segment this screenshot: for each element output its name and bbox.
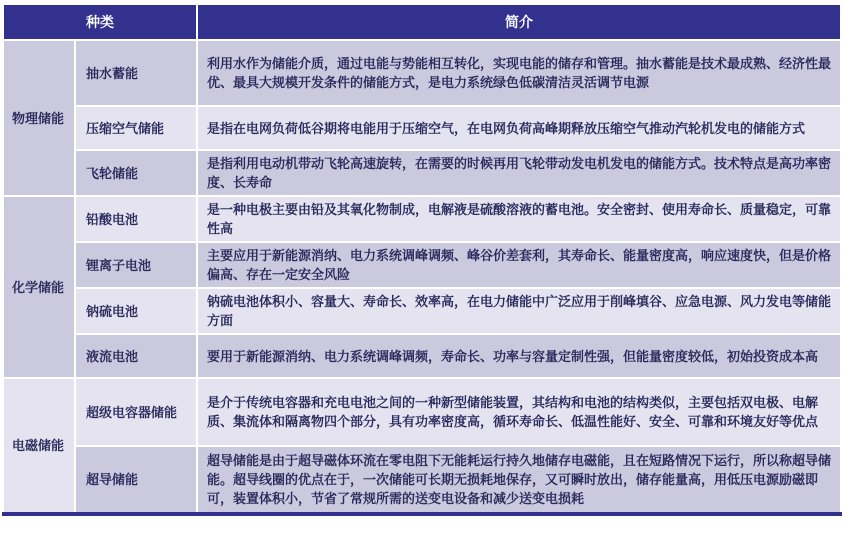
subtype-cell: 压缩空气储能 [75, 106, 197, 150]
table-body [3, 40, 841, 514]
table-row [3, 196, 841, 242]
table-row [3, 288, 841, 334]
description-cell: 利用水作为储能介质，通过电能与势能相互转化，实现电能的储存和管理。抽水蓄能是技术最成熟、经济性最优、最具大规模开发条件的储能方式，是电力系统绿色低碳清洁灵活调节电源 [197, 40, 841, 106]
category-cell: 化学储能 [3, 196, 75, 378]
subtype-cell: 超导储能 [75, 446, 197, 514]
subtype-cell: 抽水蓄能 [75, 40, 197, 106]
page [0, 3, 844, 536]
description-cell: 要用于新能源消纳、电力系统调峰调频，寿命长、功率与容量定制性强，但能量密度较低，初始投资成本高 [197, 334, 841, 378]
description-cell: 主要应用于新能源消纳、电力系统调峰调频、峰谷价差套利，其寿命长、能量密度高，响应速度快，但是价格偏高、存在一定安全风险 [197, 242, 841, 288]
category-cell: 电磁储能 [3, 378, 75, 514]
description-cell: 超导储能是由于超导磁体环流在零电阻下无能耗运行持久地储存电磁能，且在短路情况下运行，所以称超导储能。超导线圈的优点在于，一次储能可长期无损耗地保存，又可瞬时放出，储存能量高，用低压电源励磁即可，装置体积小，节省了常规所需的送变电设备和减少送变电损耗 [197, 446, 841, 514]
table-row [3, 446, 841, 514]
column-header-type: 种类 [3, 4, 197, 40]
energy-storage-table [2, 3, 842, 516]
table-row [3, 378, 841, 446]
description-cell: 钠硫电池体积小、容量大、寿命长、效率高，在电力储能中广泛应用于削峰填谷、应急电源、风力发电等储能方面 [197, 288, 841, 334]
table-row [3, 150, 841, 196]
description-cell: 是一种电极主要由铅及其氧化物制成，电解液是硫酸溶液的蓄电池。安全密封、使用寿命长、质量稳定，可靠性高 [197, 196, 841, 242]
header-row [3, 4, 841, 40]
subtype-cell: 液流电池 [75, 334, 197, 378]
description-cell: 是指利用电动机带动飞轮高速旋转，在需要的时候再用飞轮带动发电机发电的储能方式。技术特点是高功率密度、长寿命 [197, 150, 841, 196]
table-row [3, 106, 841, 150]
description-cell: 是介于传统电容器和充电电池之间的一种新型储能装置，其结构和电池的结构类似，主要包括双电极、电解质、集流体和隔离物四个部分，具有功率密度高，循环寿命长、低温性能好、安全、可靠和环境友好等优点 [197, 378, 841, 446]
subtype-cell: 钠硫电池 [75, 288, 197, 334]
description-cell: 是指在电网负荷低谷期将电能用于压缩空气，在电网负荷高峰期释放压缩空气推动汽轮机发电的储能方式 [197, 106, 841, 150]
column-header-intro: 简介 [197, 4, 841, 40]
subtype-cell: 锂离子电池 [75, 242, 197, 288]
subtype-cell: 飞轮储能 [75, 150, 197, 196]
table-row [3, 242, 841, 288]
subtype-cell: 铅酸电池 [75, 196, 197, 242]
table-row [3, 334, 841, 378]
table-row [3, 40, 841, 106]
subtype-cell: 超级电容器储能 [75, 378, 197, 446]
category-cell: 物理储能 [3, 40, 75, 196]
